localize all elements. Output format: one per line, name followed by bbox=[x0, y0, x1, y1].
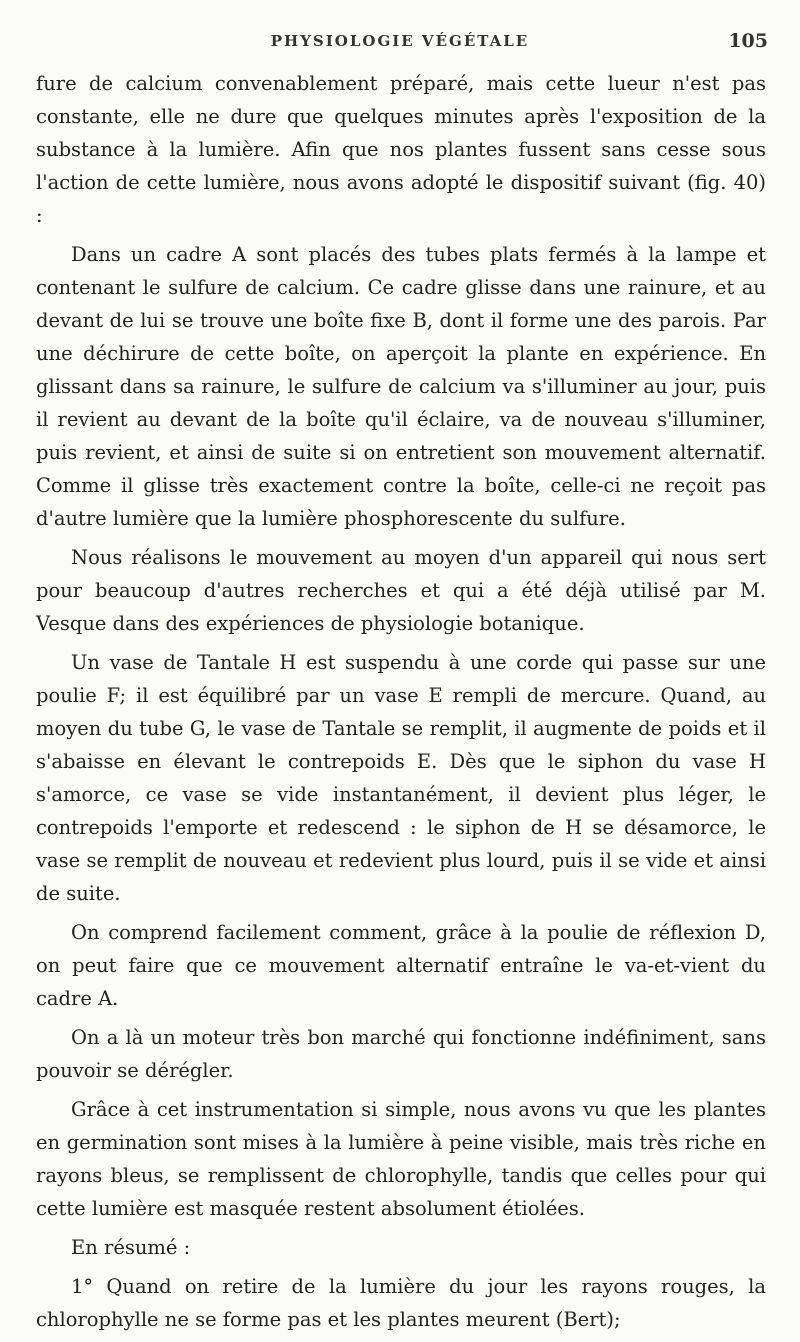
page-number: 105 bbox=[728, 30, 768, 52]
page-header bbox=[0, 30, 800, 60]
paragraph: Dans un cadre A sont placés des tubes plats fermés à la lampe et contenant le sulfure de calcium. Ce cadre glisse dans une rainure, et au devant de lui se trouve une boîte fixe B, dont il forme une des parois. Par une déchirure de cette boîte, on aperçoit la plante en expérience. En glissant dans sa rainure, le sulfure de calcium va s'illuminer au jour, puis il revient au devant de la boîte qu'il éclaire, va de nouveau s'illuminer, puis revient, et ainsi de suite si on entretient son mouvement alternatif. Comme il glisse très exactement contre la boîte, celle-ci ne reçoit pas d'autre lumière que la lumière phosphorescente du sulfure. bbox=[36, 243, 766, 530]
paragraph: En résumé : bbox=[71, 1236, 191, 1259]
body-text bbox=[36, 67, 766, 1342]
paragraph: Nous réalisons le mouvement au moyen d'un appareil qui nous sert pour beaucoup d'autres recherches et qui a été déjà utilisé par M. Vesque dans des expériences de physiologie botanique. bbox=[36, 546, 766, 635]
paragraph: On comprend facilement comment, grâce à la poulie de réflexion D, on peut faire que ce mouvement alternatif entraîne le va-et-vient du cadre A. bbox=[36, 921, 766, 1010]
running-title: PHYSIOLOGIE VÉGÉTALE bbox=[270, 32, 530, 50]
paragraph: Grâce à cet instrumentation si simple, nous avons vu que les plantes en germination sont mises à la lumière à peine visible, mais très riche en rayons bleus, se remplissent de chlorophylle, tandis que celles pour qui cette lumière est masquée restent absolument étiolées. bbox=[36, 1098, 766, 1220]
paragraph: Un vase de Tantale H est suspendu à une corde qui passe sur une poulie F; il est équilibré par un vase E rempli de mercure. Quand, au moyen du tube G, le vase de Tantale se remplit, il augmente de poids et il s'abaisse en élevant le contrepoids E. Dès que le siphon du vase H s'amorce, ce vase se vide instantanément, il devient plus léger, le contrepoids l'emporte et redescend : le siphon de H se désamorce, le vase se remplit de nouveau et redevient plus lourd, puis il se vide et ainsi de suite. bbox=[36, 651, 766, 905]
paragraph: On a là un moteur très bon marché qui fonctionne indéfiniment, sans pouvoir se dérégler. bbox=[36, 1026, 766, 1082]
paragraph: 1° Quand on retire de la lumière du jour les rayons rouges, la chlorophylle ne se forme pas et les plantes meurent (Bert); bbox=[36, 1275, 766, 1331]
paragraph: fure de calcium convenablement préparé, mais cette lueur n'est pas constante, elle ne dure que quelques minutes après l'exposition de la substance à la lumière. Afin que nos plantes fussent sans cesse sous l'action de cette lumière, nous avons adopté le dispositif suivant (fig. 40) : bbox=[36, 72, 766, 227]
